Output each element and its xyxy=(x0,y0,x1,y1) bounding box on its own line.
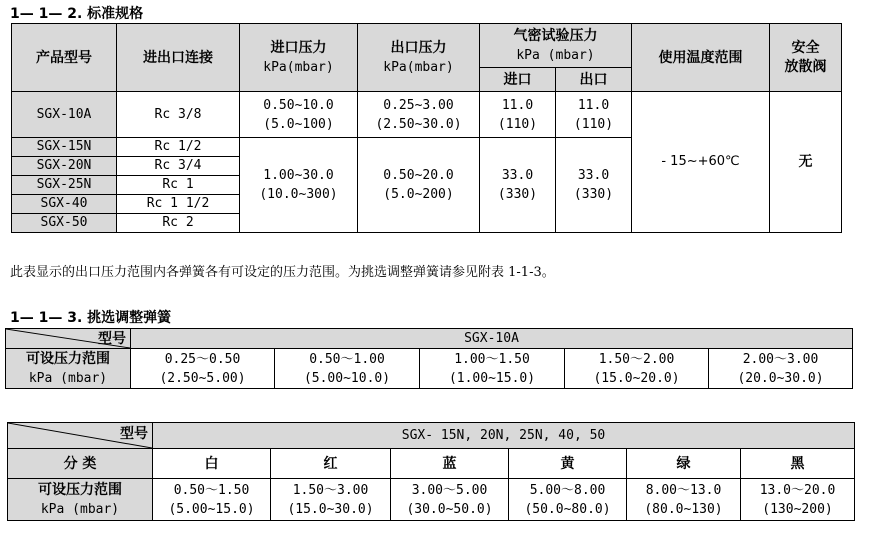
table-row-connection: Rc 3/4 xyxy=(117,157,240,176)
table-row-model: SGX-15N xyxy=(12,138,117,157)
table-row-model: SGX-20N xyxy=(12,157,117,176)
value-line: (80.0~130) xyxy=(644,501,723,517)
header-airtight-pressure xyxy=(480,24,632,68)
value-line: 0.50～1.00 xyxy=(309,351,385,367)
value-line: 2.00～3.00 xyxy=(742,351,819,367)
table-row-connection: Rc 1 1/2 xyxy=(117,195,240,214)
spring-color-yellow: 黄 xyxy=(509,449,627,479)
range-label-cell xyxy=(6,349,131,389)
spring-color-black: 黑 xyxy=(741,449,855,479)
category-label: 分 类 xyxy=(8,449,153,479)
range-unit: kPa (mbar) xyxy=(28,370,108,386)
spec-table xyxy=(11,23,842,233)
value-line: 1.00~30.0 xyxy=(263,168,334,183)
range-cell xyxy=(741,479,855,521)
header-safety-label-2: 放散阀 xyxy=(784,58,827,75)
range-label: 可设压力范围 xyxy=(26,350,110,367)
value-line: 11.0 xyxy=(577,97,610,113)
table-row-connection: Rc 1 xyxy=(117,176,240,195)
value-line: 11.0 xyxy=(501,97,534,113)
spring-table-sgx10a xyxy=(5,328,853,389)
value-line: (110) xyxy=(573,116,614,132)
value-line: (20.0~30.0) xyxy=(737,370,824,386)
value-line: (5.00~15.0) xyxy=(168,501,255,517)
safety-valve-cell: 无 xyxy=(770,92,842,233)
value-line: (2.50~5.00) xyxy=(159,370,246,386)
value-line: 1.50～2.00 xyxy=(598,351,675,367)
value-line: (330) xyxy=(573,187,614,202)
header-outlet-pressure xyxy=(358,24,480,92)
value-line: (2.50~30.0) xyxy=(375,116,462,132)
range-cell xyxy=(391,479,509,521)
model-header: SGX-10A xyxy=(131,329,853,349)
value-line: 13.0～20.0 xyxy=(759,482,836,498)
spring-color-blue: 蓝 xyxy=(391,449,509,479)
value-line: 8.00～13.0 xyxy=(645,482,722,498)
model-header: SGX- 15N, 20N, 25N, 40, 50 xyxy=(153,423,855,449)
value-line: 0.50~20.0 xyxy=(383,168,454,183)
header-airtight-inlet: 进口 xyxy=(480,68,556,92)
value-line: (5.0~200) xyxy=(383,187,454,202)
airtight-inlet-cell xyxy=(480,138,556,233)
header-inlet-pressure xyxy=(240,24,358,92)
range-cell xyxy=(131,349,275,389)
range-cell xyxy=(271,479,391,521)
table-row-model: SGX-50 xyxy=(12,214,117,233)
range-cell xyxy=(153,479,271,521)
value-line: (10.0~300) xyxy=(259,187,338,202)
table-row-model: SGX-40 xyxy=(12,195,117,214)
header-airtight-outlet: 出口 xyxy=(556,68,632,92)
value-line: (5.00~10.0) xyxy=(303,370,391,386)
header-connection: 进出口连接 xyxy=(117,24,240,92)
table-row-connection: Rc 3/8 xyxy=(117,92,240,138)
range-cell xyxy=(627,479,741,521)
spring-table-sgx15n xyxy=(7,422,855,521)
value-line: 3.00～5.00 xyxy=(411,482,488,498)
airtight-outlet-cell xyxy=(556,92,632,138)
range-cell xyxy=(509,479,627,521)
spring-color-green: 绿 xyxy=(627,449,741,479)
value-line: 33.0 xyxy=(501,168,534,183)
inlet-pressure-cell xyxy=(240,92,358,138)
inlet-pressure-cell xyxy=(240,138,358,233)
type-label: 型号 xyxy=(98,331,126,347)
value-line: 5.00～8.00 xyxy=(529,482,606,498)
header-safety-valve xyxy=(770,24,842,92)
value-line: 0.25~3.00 xyxy=(383,97,454,113)
section-heading-spring: 1— 1— 3. 挑选调整弹簧 xyxy=(10,310,172,326)
spec-footnote: 此表显示的出口压力范围内各弹簧各有可设定的压力范围。为挑选调整弹簧请参见附表 1-1-3。 xyxy=(10,265,555,280)
table-row-connection: Rc 1/2 xyxy=(117,138,240,157)
value-line: 0.50～1.50 xyxy=(173,482,250,498)
header-airtight-label: 气密试验压力 xyxy=(513,27,598,44)
header-outlet-unit: kPa(mbar) xyxy=(383,59,454,75)
value-line: (1.00~15.0) xyxy=(448,370,536,386)
type-label-cell xyxy=(6,329,131,349)
header-airtight-unit: kPa (mbar) xyxy=(516,47,595,63)
value-line: (15.0~20.0) xyxy=(593,370,680,386)
range-cell xyxy=(275,349,420,389)
header-temperature: 使用温度范围 xyxy=(632,24,770,92)
value-line: (330) xyxy=(497,187,538,202)
outlet-pressure-cell xyxy=(358,138,480,233)
value-line: (5.0~100) xyxy=(263,116,334,132)
type-label: 型号 xyxy=(120,426,148,442)
airtight-inlet-cell xyxy=(480,92,556,138)
table-row-model: SGX-10A xyxy=(12,92,117,138)
outlet-pressure-cell xyxy=(358,92,480,138)
range-cell xyxy=(565,349,709,389)
value-line: 1.00～1.50 xyxy=(454,351,530,367)
range-label-cell xyxy=(8,479,153,521)
spring-color-red: 红 xyxy=(271,449,391,479)
value-line: 0.50~10.0 xyxy=(263,97,334,113)
spring-color-white: 白 xyxy=(153,449,271,479)
value-line: 1.50～3.00 xyxy=(292,482,369,498)
airtight-outlet-cell xyxy=(556,138,632,233)
range-cell xyxy=(709,349,853,389)
header-safety-label-1: 安全 xyxy=(791,39,820,56)
range-cell xyxy=(420,349,565,389)
range-unit: kPa (mbar) xyxy=(40,501,120,517)
value-line: (30.0~50.0) xyxy=(406,501,493,517)
range-label: 可设压力范围 xyxy=(38,481,122,498)
section-heading-spec: 1— 1— 2. 标准规格 xyxy=(10,6,144,22)
value-line: (15.0~30.0) xyxy=(287,501,374,517)
value-line: (50.0~80.0) xyxy=(524,501,611,517)
header-model: 产品型号 xyxy=(12,24,117,92)
value-line: (130~200) xyxy=(762,501,833,517)
value-line: (110) xyxy=(497,116,538,132)
temperature-range-cell: - 15~+60℃ xyxy=(632,92,770,233)
type-label-cell xyxy=(8,423,153,449)
table-row-connection: Rc 2 xyxy=(117,214,240,233)
header-inlet-label: 进口压力 xyxy=(270,39,327,56)
table-row-model: SGX-25N xyxy=(12,176,117,195)
header-inlet-unit: kPa(mbar) xyxy=(263,59,334,75)
value-line: 33.0 xyxy=(577,168,610,183)
value-line: 0.25～0.50 xyxy=(164,351,241,367)
header-outlet-label: 出口压力 xyxy=(390,39,447,56)
